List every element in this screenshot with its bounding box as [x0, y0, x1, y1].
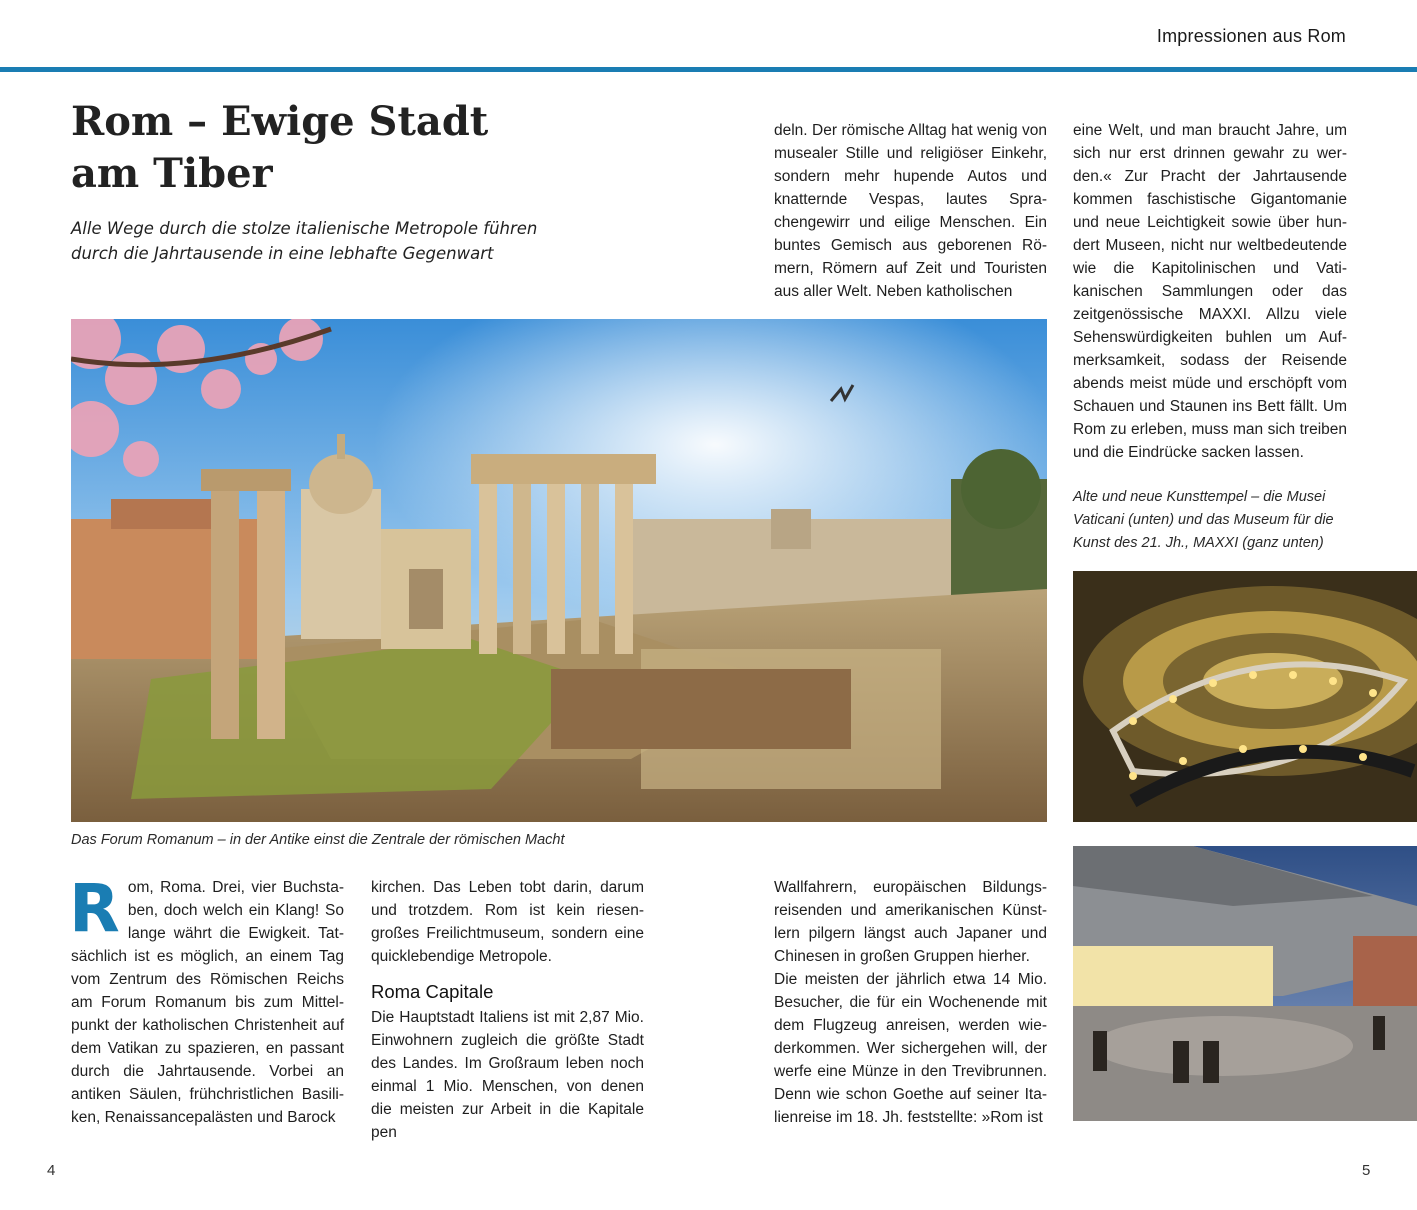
- subtitle-line-2: durch die Jahrtausende in eine lebhafte Gegenwart: [71, 244, 494, 263]
- drop-cap: R: [69, 870, 120, 947]
- paragraph: om, Roma. Drei, vier Buchstaben, doch welch ein Klang! So lange währt die Ewigkeit. Tatsächlich ist es möglich, an einem Tag vom Zentrum des Römischen Reichs am Forum Romanum bis zum Mittelpunkt der katholischen Christenheit auf dem Vatikan zu spazieren, en passant durch die Jahrtausende. Vorbei an antiken Säulen, frühchristlichen Basiliken, Renaissancepalästen und Barock: [71, 879, 344, 1126]
- maxxi-museum-photo: [1073, 846, 1417, 1121]
- paragraph: kirchen. Das Leben tobt darin, darum und trotzdem. Rom ist kein riesengroßes Freilichtmuseum, sondern eine quicklebendige Metropole.: [371, 879, 644, 965]
- subtitle-line-1: Alle Wege durch die stolze italienische Metropole führen: [71, 219, 538, 238]
- paragraph: Die meisten der jährlich etwa 14 Mio. Besucher, die für ein Wochenende mit dem Flugzeug anreisen, werden wiederkommen. Wer sichergehen will, der werfe eine Münze in den Trevibrunnen. Denn wie schon Goethe auf seiner Italienreise im 18. Jh. feststellte: »Rom ist: [774, 971, 1047, 1126]
- text-column-4: [1073, 119, 1347, 464]
- text-column-3-bottom: [774, 876, 1047, 1129]
- text-column-2: [371, 876, 644, 1144]
- text-column-1: [69, 870, 344, 1129]
- page-number-right: 5: [1362, 1162, 1371, 1179]
- paragraph: Wallfahrern, europäischen Bildungsreisenden und amerikanischen Künstlern pilgern längst auch Japaner und Chinesen in großen Gruppen hierher.: [774, 879, 1047, 965]
- vatican-staircase-photo: [1073, 571, 1417, 822]
- text-column-3-top: [774, 119, 1047, 303]
- article-title: [71, 96, 488, 200]
- museum-caption: Alte und neue Kunsttempel – die Musei Vaticani (unten) und das Museum für die Kunst des 21. Jh., MAXXI (ganz unten): [1073, 489, 1334, 551]
- section-heading: Roma Capitale: [371, 981, 494, 1002]
- forum-romanum-photo: [71, 319, 1047, 822]
- title-line-1: Rom – Ewige Stadt: [71, 98, 489, 145]
- header-rule: [0, 67, 1417, 72]
- paragraph: Die Hauptstadt Italiens ist mit 2,87 Mio. Einwohnern zugleich die größte Stadt des Landes. Im Großraum leben noch einmal 1 Mio. Menschen, von denen die meisten zur Arbeit in die Kapitale pen: [371, 1009, 644, 1141]
- paragraph: deln. Der römische Alltag hat wenig von musealer Stille und religiöser Einkehr, sondern mehr hupende Autos und knatternde Vespas, lautes Sprachengewirr und eilige Menschen. Ein buntes Gemisch aus geborenen Römern, Römern auf Zeit und Touristen aus aller Welt. Neben katholischen: [774, 122, 1047, 300]
- page-number-left: 4: [47, 1162, 56, 1179]
- title-line-2: am Tiber: [71, 150, 273, 197]
- paragraph: eine Welt, und man braucht Jahre, um sich nur erst drinnen gewahr zu werden.« Zur Pracht der Jahrtausende kommen faschistische Gigantomanie und neue Leichtigkeit sowie über hundert Museen, nicht nur weltbedeutende wie die Kapitolinischen und Vatikanischen Sammlungen oder das zeitgenössische MAXXI. Allzu viele Sehenswürdigkeiten buhlen um Aufmerksamkeit, sodass der Reisende abends meist müde und erschöpft vom Schauen und Staunen ins Bett fällt. Um Rom zu erleben, muss man sich treiben und die Eindrücke sacken lassen.: [1073, 122, 1347, 461]
- running-header: Impressionen aus Rom: [1156, 26, 1346, 46]
- forum-caption: Das Forum Romanum – in der Antike einst die Zentrale der römischen Macht: [71, 832, 565, 848]
- article-subtitle: [71, 216, 541, 266]
